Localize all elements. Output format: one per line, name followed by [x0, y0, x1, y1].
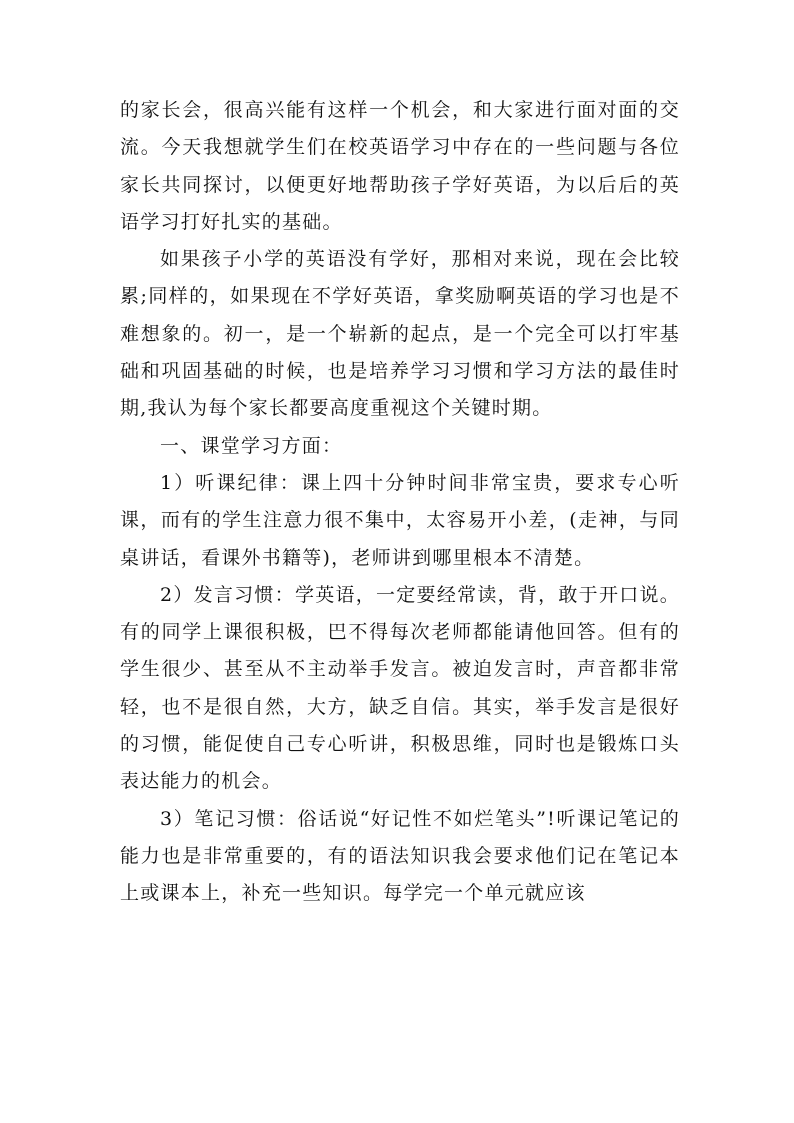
paragraph-primary-english: 如果孩子小学的英语没有学好，那相对来说，现在会比较累;同样的，如果现在不学好英语，拿奖励啊英语的学习也是不难想象的。初一，是一个崭新的起点，是一个完全可以打牢基础和巩固基础的时候，也是培养学习习惯和学习方法的最佳时期,我认为每个家长都要高度重视这个关键时期。 — [120, 248, 680, 420]
paragraph-note-taking-habit: 3）笔记习惯：俗话说“好记性不如烂笔头”!听课记笔记的能力也是非常重要的，有的语法知识我会要求他们记在笔记本上或课本上，补充一些知识。每学完一个单元就应该 — [120, 807, 680, 905]
section-heading-classroom-learning: 一、课堂学习方面： — [160, 434, 343, 457]
paragraph-speaking-habit: 2）发言习惯：学英语，一定要经常读，背，敢于开口说。有的同学上课很积极，巴不得每次老师都能请他回答。但有的学生很少、甚至从不主动举手发言。被迫发言时，声音都非常轻，也不是很自然，大方，缺乏自信。其实，举手发言是很好的习惯，能促使自己专心听讲，积极思维，同时也是锻炼口头表达能力的机会。 — [120, 583, 680, 793]
document-body — [120, 92, 680, 913]
paragraph-intro-continuation: 的家长会，很高兴能有这样一个机会，和大家进行面对面的交流。今天我想就学生们在校英语学习中存在的一些问题与各位家长共同探讨，以便更好地帮助孩子学好英语，为以后后的英语学习打好扎实的基础。 — [120, 99, 680, 233]
paragraph-listening-discipline: 1）听课纪律：课上四十分钟时间非常宝贵，要求专心听课，而有的学生注意力很不集中，太容易开小差，(走神，与同桌讲话，看课外书籍等)，老师讲到哪里根本不清楚。 — [120, 471, 680, 569]
